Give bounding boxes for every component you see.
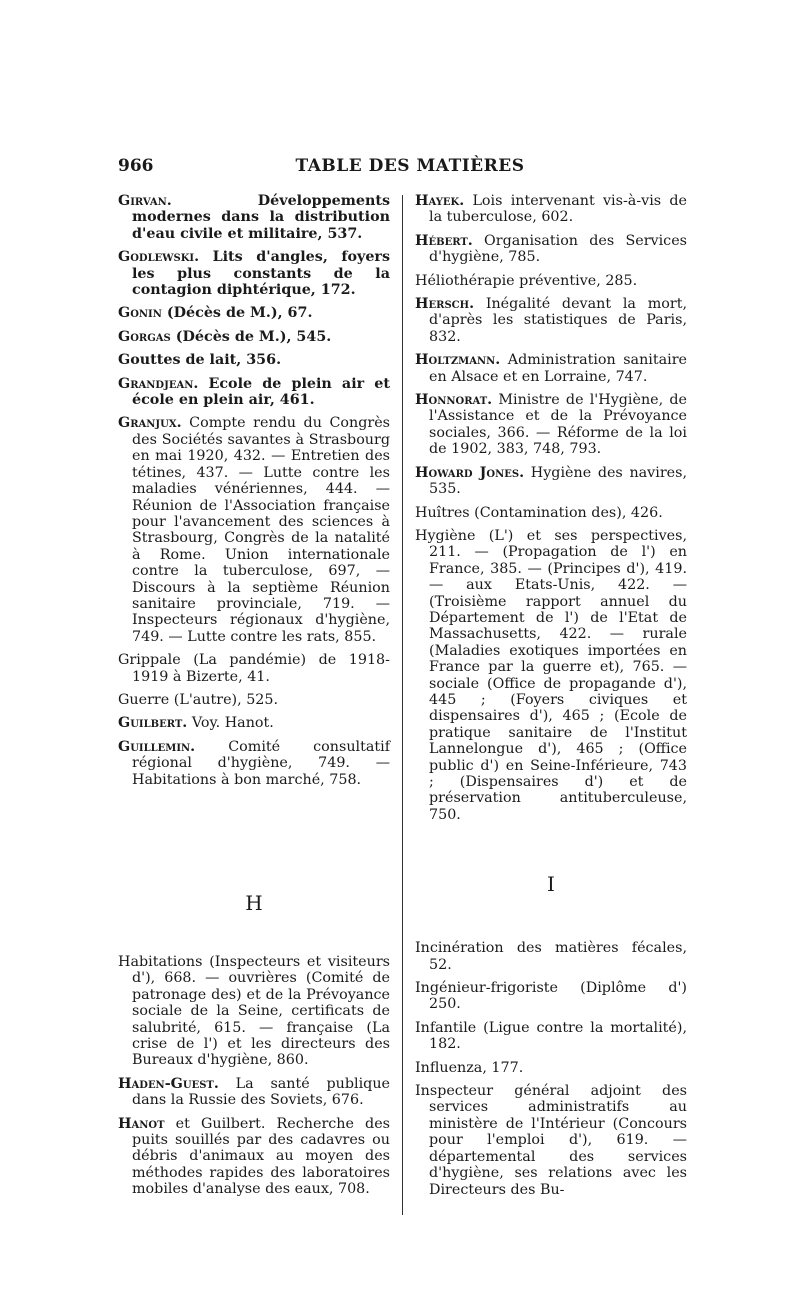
- index-entry: [415, 296, 687, 345]
- entry-text: Huîtres (Contamination des), 426.: [415, 504, 663, 521]
- entry-text: Habitations (Inspecteurs et visiteurs d'), 668. — ouvrières (Comité de patronage des) et de la Prévoyance sociale de la Seine, certificats de salubrité, 615. — française (La crise de l') et les directeurs des Bureaux d'hygiène, 860.: [118, 954, 390, 1069]
- entry-author: Hanot: [118, 1115, 165, 1132]
- index-entry: [415, 233, 687, 266]
- index-entry: [415, 352, 687, 385]
- entry-author: Holtzmann.: [415, 352, 501, 369]
- entry-text: Infantile (Ligue contre la mortalité), 182.: [415, 1019, 687, 1053]
- entry-text: Héliothérapie préventive, 285.: [415, 272, 638, 289]
- index-entry: [118, 652, 390, 685]
- entry-text: Ministre de l'Hygiène, de l'Assistance et de la Prévoyance sociales, 366. — Réforme de la loi de 1902, 383, 748, 793.: [429, 392, 687, 458]
- entry-text: (Décès de M.), 67.: [161, 305, 313, 322]
- index-entry: [118, 954, 390, 1069]
- index-entry: [118, 739, 390, 788]
- entry-author: Girvan.: [118, 193, 172, 209]
- index-entry: [118, 249, 390, 298]
- entry-text: Guerre (L'autre), 525.: [118, 691, 279, 708]
- entry-text: Lois intervenant vis-à-vis de la tuberculose, 602.: [429, 193, 687, 226]
- index-entry: [415, 465, 687, 498]
- index-entry: [118, 376, 390, 409]
- entry-text: La santé publique dans la Russie des Soviets, 676.: [132, 1075, 390, 1109]
- column-divider: [402, 195, 403, 1215]
- entry-text: Inégalité devant la mort, d'après les statistiques de Paris, 832.: [429, 296, 687, 345]
- entry-text: Organisation des Services d'hygiène, 785.: [429, 232, 687, 266]
- entries-h-left: [118, 954, 390, 1198]
- entry-text: Lits d'angles, foyers les plus constants de la contagion diphtérique, 172.: [132, 249, 390, 299]
- entry-text: Inspecteur général adjoint des services administratifs au ministère de l'Intérieur (Concours pour l'emploi d'), 619. — départemental des services d'hygiène, ses relations avec les Directeurs des Bu-: [415, 1083, 687, 1198]
- index-entry: [415, 980, 687, 1013]
- page-header: [0, 156, 800, 180]
- index-entry: [118, 329, 390, 345]
- section-letter-h: H: [245, 891, 263, 915]
- index-entry: [118, 1116, 390, 1198]
- entry-text: Hygiène des navires, 535.: [429, 464, 687, 498]
- right-column: [415, 193, 687, 1205]
- entries-h-right: [415, 193, 687, 823]
- entry-text: Ecole de plein air et école en plein air, 461.: [132, 375, 390, 409]
- index-entry: [415, 505, 687, 521]
- entry-text: Administration sanitaire en Alsace et en Lorraine, 747.: [429, 352, 687, 385]
- entry-text: Ingénieur-frigoriste (Diplôme d') 250.: [415, 980, 687, 1013]
- entry-text: Influenza, 177.: [415, 1059, 524, 1076]
- index-entry: [415, 392, 687, 458]
- entry-text: Grippale (La pandémie) de 1918-1919 à Bizerte, 41.: [118, 652, 390, 685]
- entry-author: Hersch.: [415, 296, 475, 313]
- entry-text: Voy. Hanot.: [187, 715, 274, 732]
- entry-text: Développements modernes dans la distribution d'eau civile et militaire, 537.: [132, 193, 390, 242]
- index-entry: [118, 305, 390, 321]
- entry-author: Hébert.: [415, 232, 473, 249]
- entries-g: [118, 193, 390, 788]
- index-entry: [118, 193, 390, 242]
- entry-author: Gonin: [118, 305, 162, 322]
- entry-author: Godlewski.: [118, 249, 200, 266]
- left-column: [118, 193, 390, 1205]
- entry-text: Incinération des matières fécales, 52.: [415, 940, 687, 973]
- section-letter-i: I: [547, 872, 555, 897]
- entry-author: Gorgas: [118, 328, 171, 345]
- entry-author: Grandjean.: [118, 375, 199, 392]
- index-entry: [415, 193, 687, 226]
- index-entry: [118, 415, 390, 645]
- index-entry: [415, 940, 687, 973]
- entry-text: (Décès de M.), 545.: [170, 328, 332, 345]
- entry-text: Gouttes de lait, 356.: [118, 352, 282, 369]
- index-entry: [415, 1060, 687, 1076]
- entry-text: Compte rendu du Congrès des Sociétés savantes à Strasbourg en mai 1920, 432. — Entretien des tétines, 437. — Lutte contre les maladies vénériennes, 444. — Réunion de l'Association française pour l'avancement des sciences à Strasbourg, Congrès de la natalité à Rome. Union internationale contre la tuberculose, 697, — Discours à la septième Réunion sanitaire provinciale, 719. — Inspecteurs régionaux d'hygiène, 749. — Lutte contre les rats, 855.: [132, 415, 390, 645]
- index-entry: [415, 1020, 687, 1053]
- index-entry: [415, 1083, 687, 1198]
- entry-text: Comité consultatif régional d'hygiène, 749. — Habitations à bon marché, 758.: [132, 738, 390, 788]
- entry-author: Haden-Guest.: [118, 1075, 219, 1092]
- index-entry: [415, 273, 687, 289]
- entry-author: Guilbert.: [118, 715, 188, 732]
- entry-author: Hayek.: [415, 193, 465, 209]
- index-entry: [118, 692, 390, 708]
- page-number: 966: [118, 156, 154, 176]
- entry-text: et Guilbert. Recherche des puits souillés par des cadavres ou débris d'animaux au moyen des méthodes rapides des laboratoires mobiles d'analyse des eaux, 708.: [132, 1115, 390, 1198]
- index-entry: [118, 715, 390, 731]
- entries-i: [415, 940, 687, 1198]
- running-title: TABLE DES MATIÈRES: [295, 156, 525, 176]
- index-entry: [415, 528, 687, 823]
- index-entry: [118, 352, 390, 368]
- entry-author: Granjux.: [118, 415, 182, 432]
- index-entry: [118, 1076, 390, 1109]
- entry-author: Howard Jones.: [415, 464, 525, 481]
- entry-author: Guillemin.: [118, 738, 196, 755]
- entry-author: Honnorat.: [415, 392, 493, 409]
- entry-text: Hygiène (L') et ses perspectives, 211. — (Propagation de l') en France, 385. — (Principes d'), 419. — aux Etats-Unis, 422. — (Troisième rapport annuel du Département de l') de l'Etat de Massachusetts, 422. — rurale (Maladies exotiques importées en France par la guerre et), 765. — sociale (Office de propagande d'), 445 ; (Foyers civiques et dispensaires d'), 465 ; (Ecole de pratique sanitaire de l'Institut Lannelongue d'), 465 ; (Office public d') en Seine-Inférieure, 743 ; (Dispensaires d') et de préservation antituberculeuse, 750.: [415, 527, 687, 823]
